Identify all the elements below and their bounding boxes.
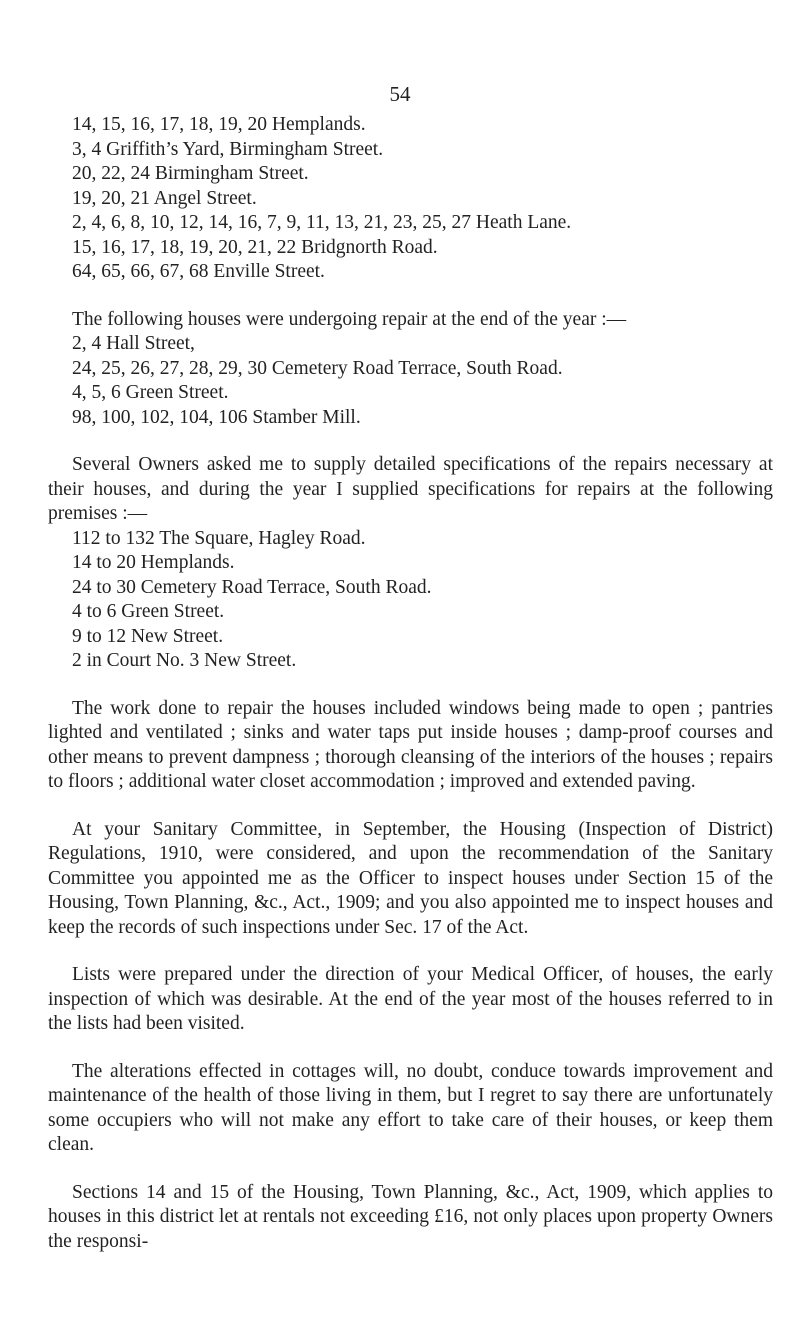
list-item: 112 to 132 The Square, Hagley Road. <box>72 527 366 549</box>
specifications-list <box>48 527 773 674</box>
list-item: 4 to 6 Green Street. <box>72 601 225 622</box>
list-item: 64, 65, 66, 67, 68 Enville Street. <box>72 261 325 282</box>
inspection-lists-paragraph: Lists were prepared under the direction of your Medical Officer, of houses, the early inspection of which was desirable. At the end of the year most of the houses referred to in the lists had been visited. <box>48 964 773 1034</box>
houses-under-repair-list <box>48 332 773 430</box>
list-item: 19, 20, 21 Angel Street. <box>72 187 257 209</box>
list-item: 15, 16, 17, 18, 19, 20, 21, 22 Bridgnorth Road. <box>72 236 438 258</box>
work-done-paragraph: The work done to repair the houses included windows being made to open ; pantries lighted and ventilated ; sinks and water taps put inside houses ; damp-proof courses and other means to prevent dampness ; thorough cleansing of the interiors of the houses ; repairs to floors ; additional water closet accommodation ; improved and extended paving. <box>48 697 773 792</box>
repair-intro-paragraph: The following houses were undergoing repair at the end of the year :— <box>72 308 627 330</box>
list-item: 98, 100, 102, 104, 106 Stamber Mill. <box>72 406 361 428</box>
list-item: 24, 25, 26, 27, 28, 29, 30 Cemetery Road Terrace, South Road. <box>72 357 563 379</box>
list-item: 4, 5, 6 Green Street. <box>72 382 229 403</box>
list-item: 3, 4 Griffith’s Yard, Birmingham Street. <box>72 138 384 160</box>
list-item: 9 to 12 New Street. <box>72 625 224 647</box>
page-body <box>48 113 773 1254</box>
specifications-paragraph: Several Owners asked me to supply detailed specifications of the repairs necessary at their houses, and during the year I supplied specifications for repairs at the following premises :— <box>48 454 773 524</box>
list-item: 2, 4 Hall Street, <box>72 333 195 354</box>
list-item: 24 to 30 Cemetery Road Terrace, South Road. <box>72 576 432 598</box>
inspected-houses-list <box>48 113 773 285</box>
page-number: 54 <box>389 82 411 106</box>
list-item: 2 in Court No. 3 New Street. <box>72 650 297 671</box>
list-item: 2, 4, 6, 8, 10, 12, 14, 16, 7, 9, 11, 13, 21, 23, 25, 27 Heath Lane. <box>72 212 572 233</box>
list-item: 20, 22, 24 Birmingham Street. <box>72 163 309 184</box>
list-item: 14 to 20 Hemplands. <box>72 552 235 573</box>
alterations-paragraph: The alterations effected in cottages will, no doubt, conduce towards improvement and maintenance of the health of those living in them, but I regret to say there are unfortunately some occupiers who will not make any effort to take care of their houses, or keep them clean. <box>48 1060 773 1155</box>
sections-paragraph: Sections 14 and 15 of the Housing, Town Planning, &c., Act, 1909, which applies to houses in this district let at rentals not exceeding £16, not only places upon property Owners the responsi- <box>48 1181 773 1252</box>
sanitary-committee-paragraph: At your Sanitary Committee, in September, the Housing (Inspection of District) Regulations, 1910, were considered, and upon the recommendation of the Sanitary Committee you appointed me as the Officer to inspect houses under Section 15 of the Housing, Town Planning, &c., Act., 1909; and you also appointed me to inspect houses and keep the records of such inspections under Sec. 17 of the Act. <box>48 818 773 938</box>
list-item: 14, 15, 16, 17, 18, 19, 20 Hemplands. <box>72 114 366 135</box>
